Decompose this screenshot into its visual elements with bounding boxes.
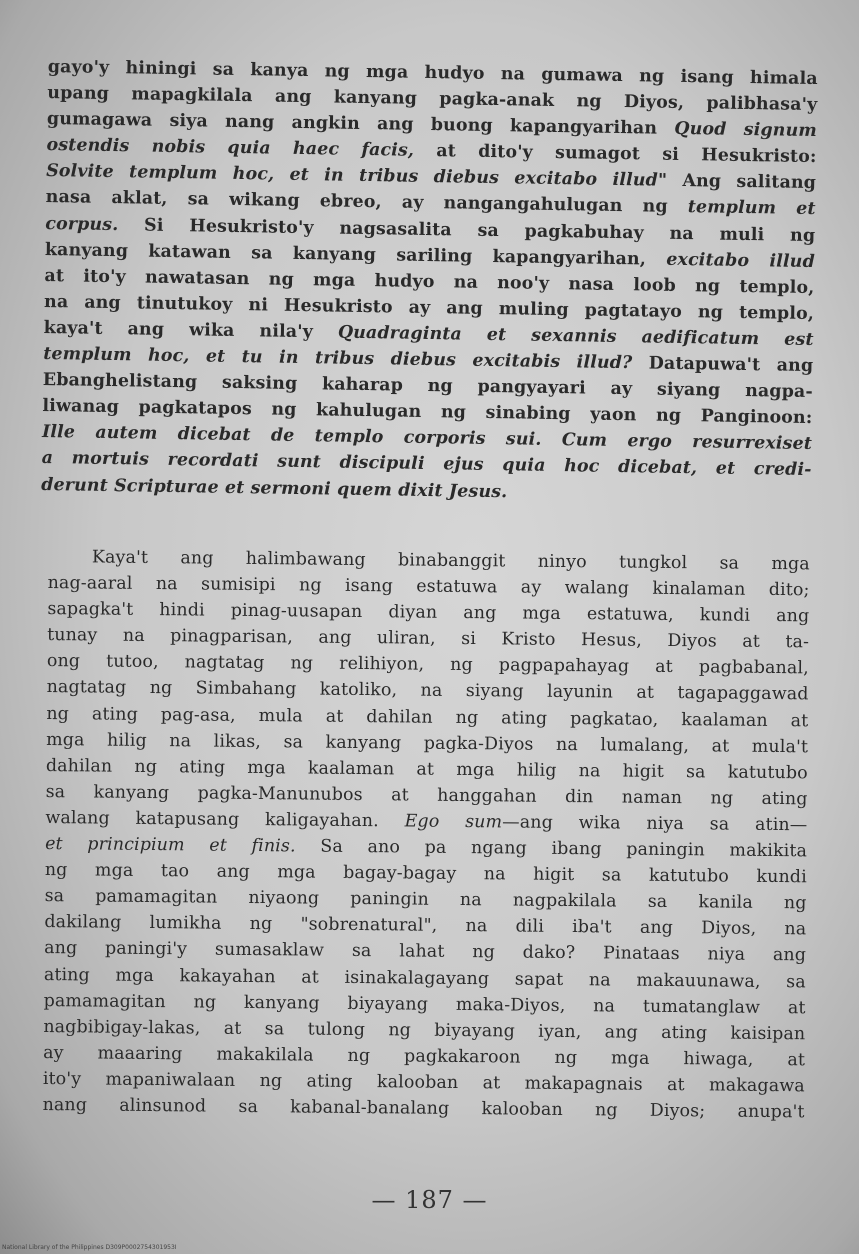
text-segment: tunay na pinagparisan, ang uliran, si Kristo Hesus, Diyos at ta- <box>47 625 810 653</box>
paragraph-2 <box>42 544 809 1125</box>
text-segment: Datapuwa't ang <box>632 353 814 377</box>
text-segment: dahilan ng ating mga kaalaman at mga hilig na higit sa katutubo <box>45 755 808 784</box>
text-segment: nagtatag ng Simbahang katoliko, na siyang layunin at tagapaggawad <box>46 677 809 705</box>
latin-phrase: Ego sum <box>404 811 503 833</box>
text-segment: na ang tinutukoy ni Hesukristo ay ang muling pagtatayo ng templo, <box>43 291 815 324</box>
text-segment: sapagka't hindi pinag-uusapan diyan ang mga estatuwa, kundi ang <box>47 599 810 627</box>
text-segment: nagbibigay-lakas, at sa tulong ng biyayang iyan, ang ating kaisipan <box>43 1016 806 1044</box>
text-segment: sa pamamagitan niyaong paningin na nagpakilala sa kanila ng <box>44 886 807 914</box>
latin-phrase: derunt Scripturae et sermoni quem dixit Jesus. <box>41 474 508 502</box>
latin-phrase: templum et <box>687 197 816 220</box>
text-segment: Ebanghelistang saksing kaharap ng pangyayari ay siyang nagpa- <box>42 370 813 403</box>
latin-phrase: et principium et finis. <box>45 834 296 857</box>
latin-phrase: templum hoc, et tu in tribus diebus excitabis illud? <box>43 343 633 374</box>
latin-phrase: Quod signum <box>674 119 818 142</box>
text-segment: " Ang salitang <box>657 170 817 194</box>
text-segment: ay maaaring makakilala ng pagkakaroon ng mga hiwaga, at <box>43 1042 806 1071</box>
text-segment: upang mapagkilala ang kanyang pagka-anak ng Diyos, palibhasa'y <box>47 83 818 116</box>
text-segment: ang paningi'y sumasaklaw sa lahat ng dako? Pinataas niya ang <box>44 938 807 966</box>
text-segment: dakilang lumikha ng "sobrenatural", na dili iba't ang Diyos, na <box>44 912 807 940</box>
text-segment: nang alinsunod sa kabanal-banalang kalooban ng Diyos; anupa't <box>42 1094 805 1123</box>
latin-phrase: Solvite templum hoc, et in tribus diebus excitabo illud <box>45 161 659 191</box>
text-segment: sa kanyang pagka-Manunubos at hanggahan din naman ng ating <box>45 781 808 810</box>
text-segment: —ang wika niya sa atin— <box>502 812 808 836</box>
text-segment: Kaya't ang halimbawang binabanggit ninyo tungkol sa mga <box>91 547 810 575</box>
text-segment: Si Hesukristo'y nagsasalita sa pagkabuhay na muli ng <box>118 214 816 246</box>
paragraph-1 <box>41 54 818 510</box>
text-segment: mga hilig na likas, sa kanyang pagka-Diyos na lumalang, at mula't <box>46 729 809 757</box>
text-segment: ito'y mapaniwalaan ng ating kalooban at makapagnais at makagawa <box>42 1068 805 1097</box>
text-segment: nasa aklat, sa wikang ebreo, ay nangangahulugan ng <box>45 187 688 218</box>
latin-phrase: corpus. <box>45 213 119 235</box>
latin-phrase: excitabo illud <box>666 249 815 272</box>
text-segment: nag-aaral na sumisipi ng isang estatuwa ay walang kinalaman dito; <box>47 573 810 601</box>
text-segment: ng mga tao ang mga bagay-bagay na higit sa katutubo kundi <box>44 860 807 888</box>
latin-phrase: ostendis nobis quia haec facis, <box>46 135 415 162</box>
text-segment: pamamagitan ng kanyang biyayang maka-Diyos, na tumatanglaw at <box>43 990 806 1018</box>
library-stamp: National Library of the Philippines D309P0002754301953I <box>2 1244 177 1251</box>
text-segment: at ito'y nawatasan ng mga hudyo na noo'y nasa loob ng templo, <box>44 265 815 298</box>
text-segment: kanyang katawan sa kanyang sariling kapangyarihan, <box>44 239 667 270</box>
text-segment: at dito'y sumagot si Hesukristo: <box>413 141 817 168</box>
text-segment: liwanag pagkatapos ng kahulugan ng sinabing yaon ng Panginoon: <box>42 396 813 429</box>
text-segment: kaya't ang wika nila'y <box>43 317 339 343</box>
text-segment: walang katapusang kaligayahan. <box>45 807 405 832</box>
latin-phrase: Ille autem dicebat de templo corporis sui. Cum ergo resurrexiset <box>41 422 813 455</box>
page-number: — 187 — <box>371 1186 488 1214</box>
text-segment: ng ating pag-asa, mula at dahilan ng ating pagkatao, kaalaman at <box>46 703 809 731</box>
text-segment: ating mga kakayahan at isinakalagayang sapat na makauunawa, sa <box>43 964 806 992</box>
text-segment: Sa ano pa ngang ibang paningin makikita <box>295 836 808 862</box>
text-segment: ong tutoo, nagtatag ng relihiyon, ng pagpapahayag at pagbabanal, <box>46 651 809 679</box>
latin-phrase: a mortuis recordati sunt discipuli ejus quia hoc dicebat, et credi- <box>41 448 812 481</box>
latin-phrase: Quadraginta et sexannis aedificatum est <box>337 322 814 350</box>
text-segment: gumagawa siya nang angkin ang buong kapangyarihan <box>46 109 675 140</box>
text-segment: gayo'y hiningi sa kanya ng mga hudyo na gumawa ng isang himala <box>47 56 818 90</box>
